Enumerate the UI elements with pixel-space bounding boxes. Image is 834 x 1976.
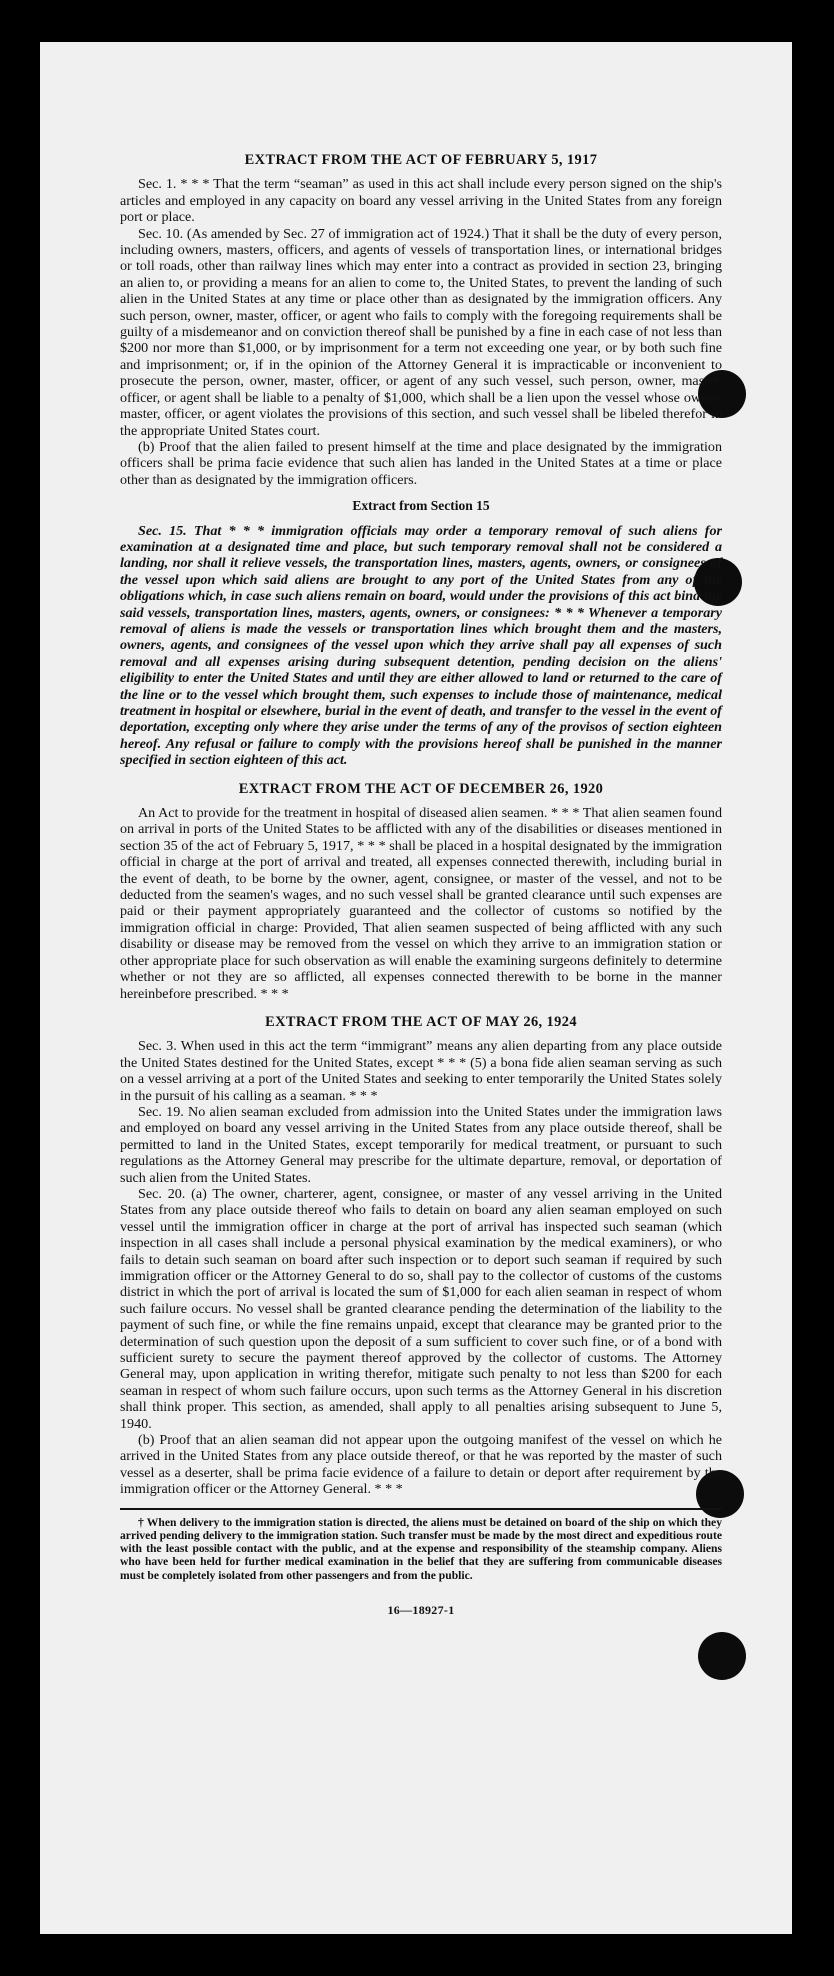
document-page xyxy=(40,42,792,1934)
section-heading: EXTRACT FROM THE ACT OF DECEMBER 26, 1920 xyxy=(238,780,604,797)
paragraph: Sec. 19. No alien seaman excluded from admission into the United States under the immigration laws and employed on board any vessel arriving in the United States from any place outside thereof, shall be permitted to land in the United States, except temporarily for medical treatment, or pursuant to such regulations as the Attorney General may prescribe for the ultimate departure, removal, or deportation of such alien from the United States. xyxy=(120,1103,722,1186)
document-body xyxy=(120,146,722,1618)
paragraph: Sec. 15. That * * * immigration officials may order a temporary removal of such aliens for examination at a designated time and place, but such temporary removal shall not be considered a landing, nor shall it relieve vessels, the transportation lines, masters, agents, owners, or consignees of the vessel upon which said aliens are brought to any port of the United States from any of the obligations which, in case such aliens remain on board, would under the provisions of this act bind the said vessels, transportation lines, masters, agents, owners, or consignees: * * * Whenever a temporary removal of aliens is made the vessels or transportation lines which brought them and the masters, owners, agents, and consignees of the vessel upon which they arrive shall pay all expenses of such removal and all expenses arising during subsequent detention, pending decision on the aliens' eligibility to enter the United States and until they are either allowed to land or returned to the care of the line or to the vessel which brought them, such expenses to include those of maintenance, medical treatment in hospital or elsewhere, burial in the event of death, and transfer to the vessel in the event of deportation, excepting only where they arise under the terms of any of the provisos of section eighteen hereof. Any refusal or failure to comply with the provisions hereof shall be punished in the manner specified in section eighteen of this act. xyxy=(120,522,722,769)
paragraph: (b) Proof that an alien seaman did not appear upon the outgoing manifest of the vessel on which he arrived in the United States from any place outside thereof, or that he was reported by the master of such vessel as a deserter, shall be prima facie evidence of a failure to detain or deport after requirement by the immigration officer or the Attorney General. * * * xyxy=(120,1432,722,1498)
form-code: 16—18927-1 xyxy=(387,1602,455,1617)
paragraph: Sec. 3. When used in this act the term “immigrant” means any alien departing from any place outside the United States destined for the United States, except * * * (5) a bona fide alien seaman serving as such on a vessel arriving at a port of the United States and seeking to enter temporarily the United States solely in the pursuit of his calling as a seaman. * * * xyxy=(120,1038,722,1104)
divider xyxy=(120,1508,722,1510)
section-heading: EXTRACT FROM THE ACT OF FEBRUARY 5, 1917 xyxy=(244,152,598,168)
section-subheading: Extract from Section 15 xyxy=(352,498,490,514)
paragraph: Sec. 1. * * * That the term “seaman” as used in this act shall include every person signed on the ship's articles and employed in any capacity on board any vessel arriving in the United States from any foreign port or place. xyxy=(120,176,722,226)
paragraph: An Act to provide for the treatment in hospital of diseased alien seamen. * * * That alien seamen found on arrival in ports of the United States to be afflicted with any of the disabilities or diseases mentioned in section 35 of the act of February 5, 1917, * * * shall be placed in a hospital designated by the immigration official in charge at the port of arrival and treated, all expenses connected therewith, including burial in the event of death, to be borne by the owner, agent, consignee, or master of the vessel, and not to be deducted from the seamen's wages, and no such vessel shall be granted clearance until such expenses are paid or their payment appropriately guaranteed and the collector of customs so notified by the immigration official in charge: Provided, That alien seamen suspected of being afflicted with any such disability or disease may be removed from the vessel on which they arrive to an immigration station or other appropriate place for such observation as will enable the examining surgeons definitely to determine whether or not they are so afflicted, all expenses connected therewith to be borne in the manner hereinbefore prescribed. * * * xyxy=(120,805,722,1002)
punch-hole xyxy=(698,1632,746,1680)
paragraph: (b) Proof that the alien failed to present himself at the time and place designated by the immigration officers shall be prima facie evidence that such alien has landed in the United States at a time or place other than as designated by the immigration officers. xyxy=(120,438,722,488)
footnote: † When delivery to the immigration station is directed, the aliens must be detained on board of the ship on which they arrived pending delivery to the immigration station. Such transfer must be made by the most direct and expeditious route with the least possible contact with the public, and at the expense and responsibility of the steamship company. Aliens who have been held for further medical examination in the belief that they are suffering from communicable diseases must be completely isolated from other passengers and from the public. xyxy=(120,1515,722,1582)
paragraph: Sec. 20. (a) The owner, charterer, agent, consignee, or master of any vessel arriving in the United States from any place outside thereof who fails to detain on board any alien seaman employed on such vessel until the immigration officer in charge at the port of arrival has inspected such seaman (which inspection in all cases shall include a personal physical examination by the medical examiners), or who fails to detain such seaman on board after such inspection or to deport such seaman if required by such immigration officer or the Attorney General to do so, shall pay to the collector of customs of the customs district in which the port of arrival is located the sum of $1,000 for each alien seaman in respect of whom such failure occurs. No vessel shall be granted clearance pending the determination of the liability to the payment of such fine, or while the fine remains unpaid, except that clearance may be granted prior to the determination of such question upon the deposit of a sum sufficient to cover such fine, or of a bond with sufficient surety to secure the payment thereof approved by the collector of customs. The Attorney General may, upon application in writing therefor, mitigate such penalty to not less than $200 for each seaman in respect of whom such failure occurs, upon such terms as the Attorney General in his discretion shall think proper. This section, as amended, shall apply to all penalties arising subsequent to June 5, 1940. xyxy=(120,1185,722,1432)
paragraph: Sec. 10. (As amended by Sec. 27 of immigration act of 1924.) That it shall be the duty of every person, including owners, masters, officers, and agents of vessels of transportation lines, or international bridges or toll roads, other than railway lines which may enter into a contract as provided in section 23, bringing an alien to, or providing a means for an alien to come to, the United States, to prevent the landing of such alien in the United States at any time or place other than as designated by the immigration officers. Any such person, owner, master, officer, or agent who fails to comply with the foregoing requirements shall be guilty of a misdemeanor and on conviction thereof shall be punished by a fine in each case of not less than $200 nor more than $1,000, or by imprisonment for a term not exceeding one year, or by both such fine and imprisonment; or, if in the opinion of the Attorney General it is impracticable or inconvenient to prosecute the person, owner, master, officer, or agent of any such vessel, such person, owner, master, officer, or agent shall be liable to a penalty of $1,000, which shall be a lien upon the vessel whose owner, master, officer, or agent violates the provisions of this section, and such vessel shall be libeled therefor in the appropriate United States court. xyxy=(120,225,722,439)
section-heading: EXTRACT FROM THE ACT OF MAY 26, 1924 xyxy=(265,1013,577,1030)
